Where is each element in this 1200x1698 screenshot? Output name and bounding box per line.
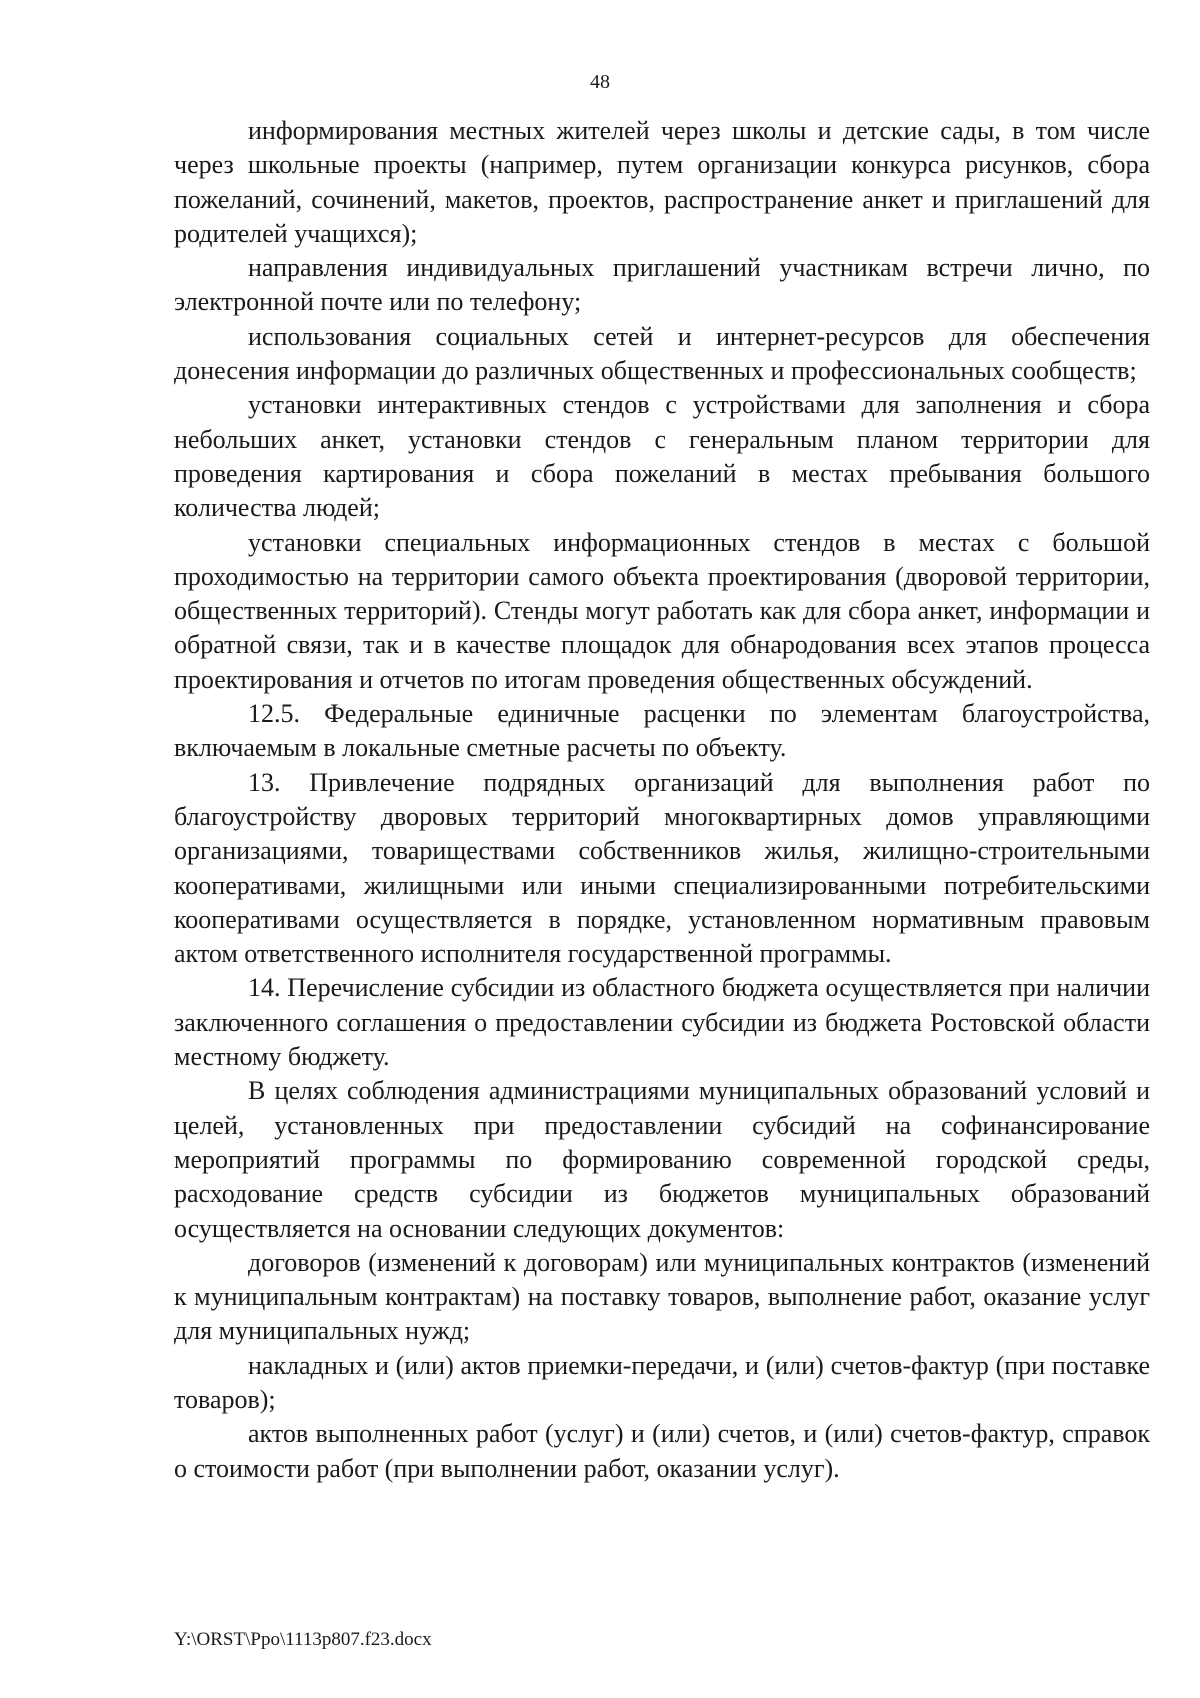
paragraph-14: 14. Перечисление субсидии из областного бюджета осуществляется при наличии заключенного соглашения о предоставлении субсидии из бюджета Ростовской области местному бюджету.: [174, 973, 1150, 1072]
paragraph-social-networks: использования социальных сетей и интернет-ресурсов для обеспечения донесения информации до различных общественных и профессиональных сообществ;: [174, 321, 1150, 386]
paragraph-information-stands: установки специальных информационных стендов в местах с большой проходимостью на территории самого объекта проектирования (дворовой территории, общественных территорий). Стенды могут работать как для сбора анкет, информации и обратной связи, так и в качестве площадок для обнародования всех этапов процесса проектирования и отчетов по итогам проведения общественных обсуждений.: [174, 527, 1150, 694]
paragraph-informing-residents: информирования местных жителей через школы и детские сады, в том числе через школьные проекты (например, путем организации конкурса рисунков, сбора пожеланий, сочинений, макетов, проектов, распространение анкет и приглашений для родителей учащихся);: [174, 116, 1150, 248]
footer-file-path: Y:\ORST\Ppo\1113p807.f23.docx: [174, 1629, 432, 1650]
paragraph-spending-documents: В целях соблюдения администрациями муниципальных образований условий и целей, установленных при предоставлении субсидий на софинансирование мероприятий программы по формированию современной городской среды, расходование средств субсидии из бюджетов муниципальных образований осуществляется на основании следующих документов:: [174, 1076, 1150, 1243]
page-number: 48: [590, 71, 610, 93]
document-body: [174, 114, 1150, 1486]
paragraph-acts: актов выполненных работ (услуг) и (или) счетов, и (или) счетов-фактур, справок о стоимости работ (при выполнении работ, оказании услуг).: [174, 1419, 1150, 1483]
paragraph-contracts: договоров (изменений к договорам) или муниципальных контрактов (изменений к муниципальным контрактам) на поставку товаров, выполнение работ, оказание услуг для муниципальных нужд;: [174, 1247, 1150, 1346]
paragraph-interactive-stands: установки интерактивных стендов с устройствами для заполнения и сбора небольших анкет, установки стендов с генеральным планом территории для проведения картирования и сбора пожеланий в местах пребывания большого количества людей;: [174, 390, 1150, 523]
paragraph-invoices: накладных и (или) актов приемки-передачи, и (или) счетов-фактур (при поставке товаров);: [174, 1350, 1150, 1414]
paragraph-individual-invitations: направления индивидуальных приглашений участникам встречи лично, по электронной почте или по телефону;: [174, 253, 1150, 317]
paragraph-13: 13. Привлечение подрядных организаций для выполнения работ по благоустройству дворовых территорий многоквартирных домов управляющими организациями, товариществами собственников жилья, жилищно-строительными кооперативами, жилищными или иными специализированными потребительскими кооперативами осуществляется в порядке, установленном нормативным правовым актом ответственного исполнителя государственной программы.: [174, 767, 1150, 969]
paragraph-12-5: 12.5. Федеральные единичные расценки по элементам благоустройства, включаемым в локальные сметные расчеты по объекту.: [174, 699, 1150, 763]
